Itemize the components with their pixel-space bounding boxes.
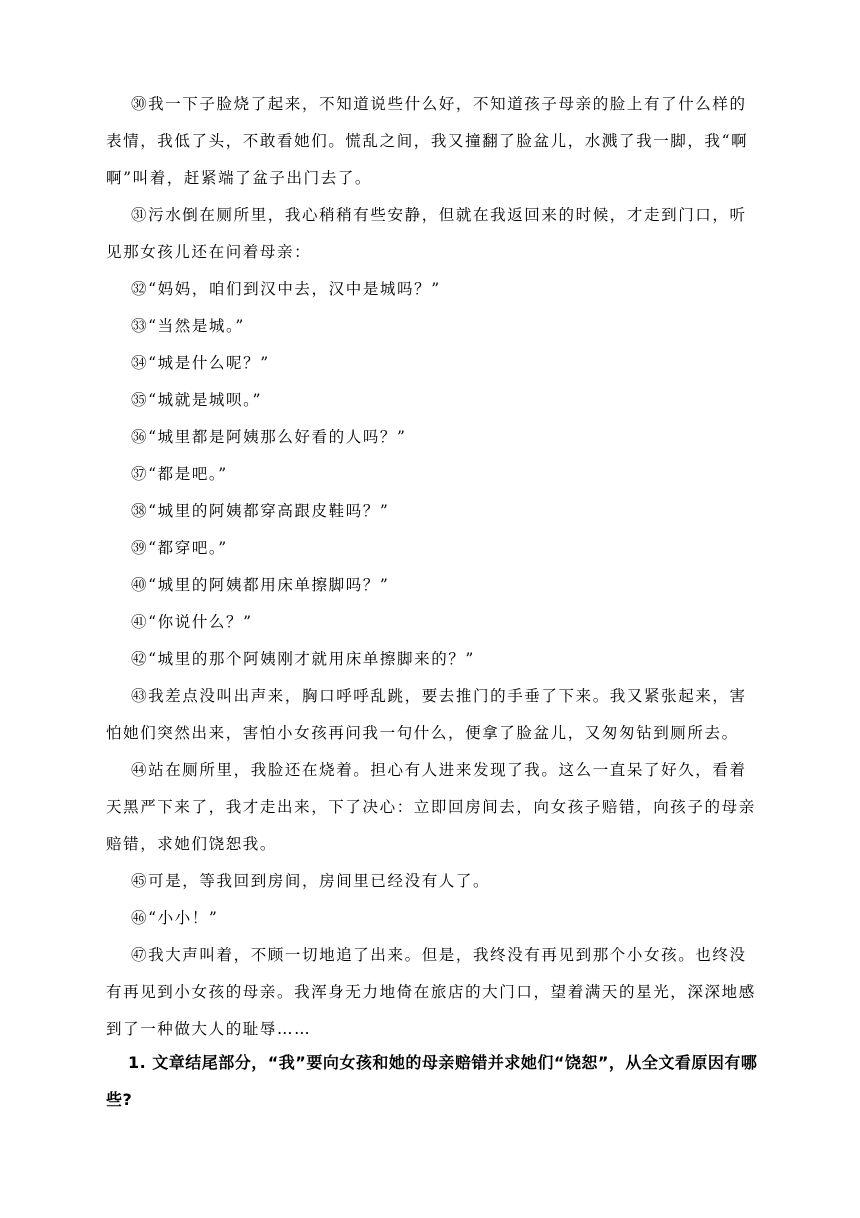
question-1: 1. 文章结尾部分，“我”要向女孩和她的母亲赔错并求她们“饶恕”，从全文看原因有哪些? [106, 1053, 758, 1109]
paragraph-32: ㉜“妈妈，咱们到汉中去，汉中是城吗？” [131, 280, 441, 298]
paragraph-38: ㊳“城里的阿姨都穿高跟皮鞋吗？” [131, 502, 390, 520]
paragraph-30: ㉚我一下子脸烧了起来，不知道说些什么好，不知道孩子母亲的脸上有了什么样的表情，我低了头，不敢看她们。慌乱之间，我又撞翻了脸盆儿，水溅了我一脚，我“啊啊”叫着，赶紧端了盆子出门去了。 [106, 95, 749, 187]
paragraph-43: ㊸我差点没叫出声来，胸口呼呼乱跳，要去推门的手垂了下来。我又紧张起来，害怕她们突然出来，害怕小女孩再问我一句什么，便拿了脸盆儿，又匆匆钻到厕所去。 [106, 687, 747, 742]
paragraph-45: ㊺可是，等我回到房间，房间里已经没有人了。 [131, 872, 491, 890]
paragraph-42: ㊷“城里的那个阿姨刚才就用床单擦脚来的？” [131, 650, 475, 668]
paragraph-39: ㊴“都穿吧。” [131, 539, 228, 557]
paragraph-31: ㉛污水倒在厕所里，我心稍稍有些安静，但就在我返回来的时候，才走到门口，听见那女孩儿还在问着母亲： [106, 206, 747, 261]
paragraph-40: ㊵“城里的阿姨都用床单擦脚吗？” [131, 576, 390, 594]
paragraph-47: ㊼我大声叫着，不顾一切地追了出来。但是，我终没有再见到那个小女孩。也终没有再见到小女孩的母亲。我浑身无力地倚在旅店的大门口，望着满天的星光，深深地感到了一种做大人的耻辱…… [106, 946, 756, 1038]
paragraph-44: ㊹站在厕所里，我脸还在烧着。担心有人进来发现了我。这么一直呆了好久，看着天黑严下来了，我才走出来，下了决心：立即回房间去，向女孩子赔错，向孩子的母亲赔错，求她们饶恕我。 [106, 761, 756, 853]
paragraph-46: ㊻“小小！” [131, 909, 219, 927]
paragraph-41: ㊶“你说什么？” [131, 613, 253, 631]
paragraph-33: ㉝“当然是城。” [131, 317, 245, 335]
paragraph-34: ㉞“城是什么呢？” [131, 354, 270, 372]
paragraph-35: ㉟“城就是城呗。” [131, 391, 262, 409]
paragraph-37: ㊲“都是吧。” [131, 465, 228, 483]
paragraph-36: ㊱“城里都是阿姨那么好看的人吗？” [131, 428, 407, 446]
